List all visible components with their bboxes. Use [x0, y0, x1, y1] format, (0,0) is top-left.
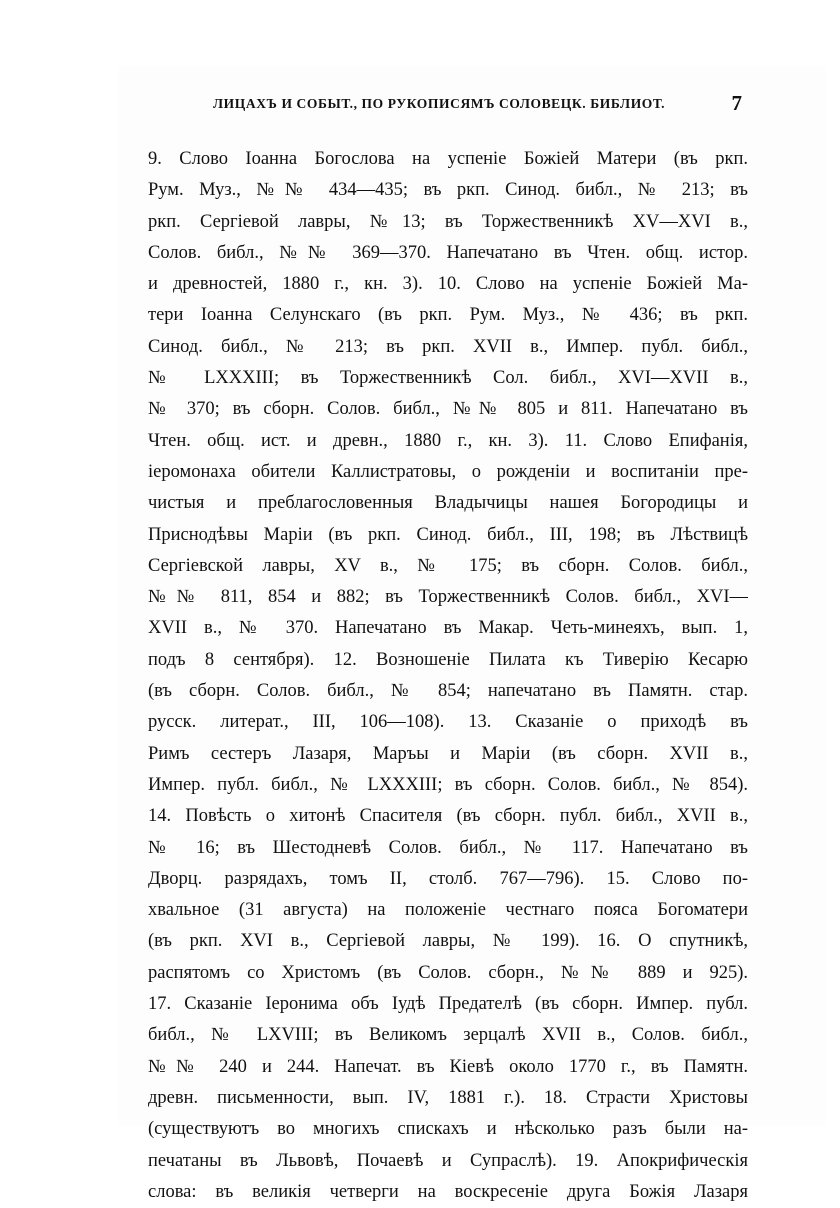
text-line: ркп. Сергіевой лавры, №13; въ Торжественникѣ XV—XVI в., — [148, 211, 748, 232]
text-line: 9. Слово Іоанна Богослова на успеніе Божіей Матери (въ ркп. — [148, 149, 748, 169]
text-line: русск. литерат., III, 106—108). 13. Сказаніе о приходѣ въ — [148, 712, 748, 733]
text-line: Импер. публ. библ., № LXXXIII; въ сборн. Солов. библ., № 854). — [148, 774, 748, 795]
text-line: № 370; въ сборн. Солов. библ., №№ 805 и 811. Напечатано въ — [148, 399, 748, 420]
text-line: (существуютъ во многихъ спискахъ и нѣсколько разъ были на- — [148, 1119, 748, 1140]
text-line: древн. письменности, вып. IV, 1881 г.). 18. Страсти Христовы — [148, 1087, 748, 1108]
text-line: іеромонаха обители Каллистратовы, о рожденіи и воспитаніи пре- — [148, 461, 748, 482]
text-line: №№ 811, 854 и 882; въ Торжественникѣ Солов. библ., XVI— — [148, 587, 748, 608]
text-line: подъ 8 сентября). 12. Возношеніе Пилата къ Тиверію Кесарю — [148, 649, 748, 670]
text-line: (въ ркп. XVI в., Сергіевой лавры, № 199). 16. О спутникѣ, — [148, 931, 748, 952]
text-line: Рум. Муз., №№ 434—435; въ ркп. Синод. библ., № 213; въ — [148, 180, 748, 201]
text-line: чистыя и преблагословенныя Владычицы нашея Богородицы и — [148, 493, 748, 514]
text-line: хвальное (31 августа) на положеніе честнаго пояса Богоматери — [148, 900, 748, 921]
text-line: тери Іоанна Селунскаго (въ ркп. Рум. Муз., № 436; въ ркп. — [148, 305, 748, 326]
text-line: печатаны въ Львовѣ, Почаевѣ и Супраслѣ). 19. Апокрифическія — [148, 1150, 748, 1171]
text-line: №№ 240 и 244. Напечат. въ Кіевѣ около 1770 г., въ Памятн. — [148, 1056, 748, 1077]
text-line: библ., № LXVIII; въ Великомъ зерцалѣ XVII в., Солов. библ., — [148, 1025, 748, 1046]
text-line: Чтен. общ. ист. и древн., 1880 г., кн. 3). 11. Слово Епифанія, — [148, 430, 748, 451]
text-line: Синод. библ., № 213; въ ркп. XVII в., Импер. публ. библ., — [148, 336, 748, 357]
body-text — [148, 144, 748, 1208]
page-number: 7 — [731, 91, 742, 115]
text-line: распятомъ со Христомъ (въ Солов. сборн., №№ 889 и 925). — [148, 962, 748, 983]
text-line: Дворц. разрядахъ, томъ II, столб. 767—796). 15. Слово по- — [148, 868, 748, 889]
text-line: Сергіевской лавры, XV в., № 175; въ сборн. Солов. библ., — [148, 555, 748, 576]
text-line: Солов. библ., №№ 369—370. Напечатано въ Чтен. общ. истор. — [148, 242, 748, 263]
text-line: (въ сборн. Солов. библ., № 854; напечатано въ Памятн. стар. — [148, 681, 748, 702]
page-header — [213, 92, 746, 118]
text-line: № LXXXIII; въ Торжественникѣ Сол. библ., XVI—XVII в., — [148, 368, 748, 389]
text-line: № 16; въ Шестодневѣ Солов. библ., № 117. Напечатано въ — [148, 837, 748, 858]
text-line: и древностей, 1880 г., кн. 3). 10. Слово на успеніе Божіей Ма- — [148, 274, 748, 295]
text-line: Приснодѣвы Маріи (въ ркп. Синод. библ., III, 198; въ Лѣствицѣ — [148, 524, 748, 545]
text-line: XVII в., № 370. Напечатано въ Макар. Четь-минеяхъ, вып. 1, — [148, 618, 748, 639]
text-line: Римъ сестеръ Лазаря, Маръы и Маріи (въ сборн. XVII в., — [148, 743, 748, 764]
text-line: слова: въ великія четверги на воскресеніе друга Божія Лазаря — [148, 1181, 748, 1202]
text-line: 17. Сказаніе Іеронима объ Іудѣ Предателѣ (въ сборн. Импер. публ. — [148, 994, 748, 1015]
running-title: ЛИЦАХЪ И СОБЫТ., ПО РУКОПИСЯМЪ СОЛОВЕЦК. БИБЛИОТ. — [213, 96, 666, 111]
text-line: 14. Повѣсть о хитонѣ Спасителя (въ сборн. публ. библ., XVII в., — [148, 806, 748, 827]
